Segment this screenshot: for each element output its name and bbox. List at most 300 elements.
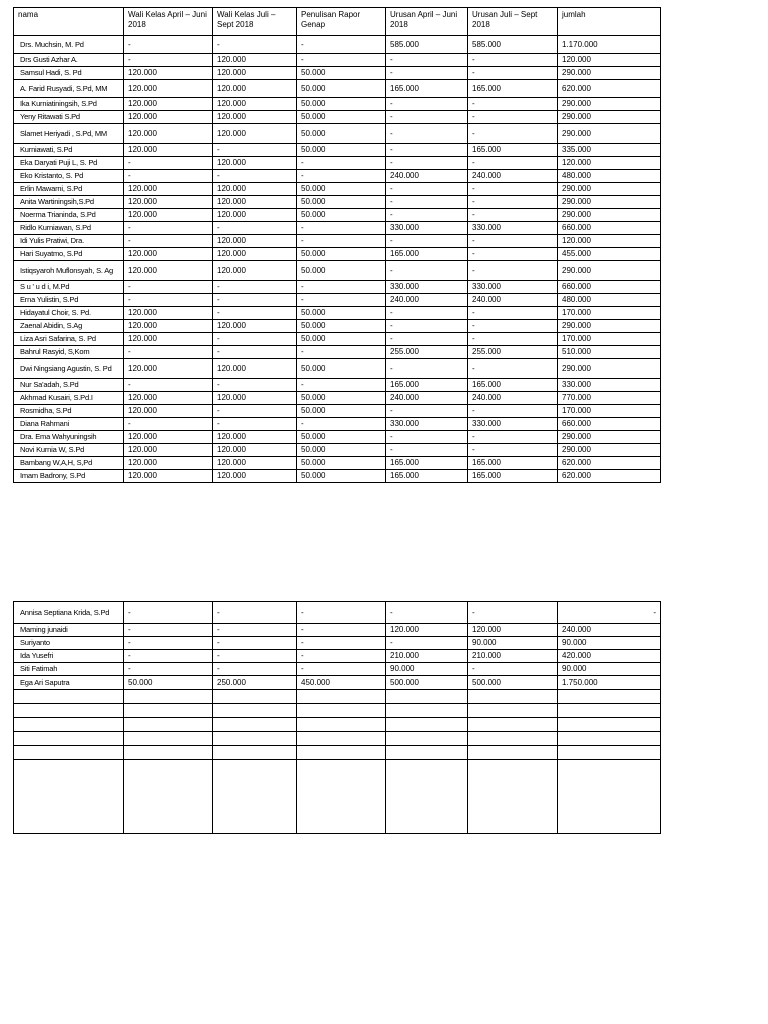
cell-wali-april-juni: 120.000	[124, 144, 213, 157]
table-row	[14, 650, 661, 663]
cell-penulisan-rapor: -	[297, 637, 386, 650]
cell-name: Idi Yulis Pratiwi, Dra.	[14, 235, 124, 248]
cell-wali-april-juni: -	[124, 637, 213, 650]
cell-urusan-juli-sept: -	[468, 111, 558, 124]
cell-urusan-juli-sept: -	[468, 307, 558, 320]
cell-wali-juli-sept: 120.000	[213, 320, 297, 333]
table-row	[14, 196, 661, 209]
cell-urusan-juli-sept: -	[468, 54, 558, 67]
cell-wali-juli-sept: 120.000	[213, 470, 297, 483]
cell-urusan-april-juni: -	[386, 54, 468, 67]
cell-wali-april-juni: -	[124, 281, 213, 294]
cell-wali-juli-sept: -	[213, 379, 297, 392]
cell-name: Eko Kristanto, S. Pd	[14, 170, 124, 183]
table-row	[14, 261, 661, 281]
table-row	[14, 144, 661, 157]
cell-urusan-april-juni: -	[386, 235, 468, 248]
empty-cell	[124, 718, 213, 732]
cell-name: Imam Badrony, S.Pd	[14, 470, 124, 483]
cell-urusan-april-juni: 240.000	[386, 170, 468, 183]
header-col-wali-juli-sept: Wali Kelas Juli – Sept 2018	[213, 8, 297, 36]
empty-cell	[213, 732, 297, 746]
cell-urusan-april-juni: -	[386, 98, 468, 111]
empty-cell	[558, 718, 661, 732]
table-row	[14, 418, 661, 431]
cell-jumlah: 290.000	[558, 196, 661, 209]
cell-urusan-juli-sept: -	[468, 359, 558, 379]
table-row	[14, 170, 661, 183]
cell-penulisan-rapor: 50.000	[297, 124, 386, 144]
cell-urusan-juli-sept: -	[468, 602, 558, 624]
cell-urusan-april-juni: -	[386, 111, 468, 124]
empty-cell	[124, 704, 213, 718]
empty-cell	[14, 690, 124, 704]
cell-penulisan-rapor: 50.000	[297, 144, 386, 157]
table-row	[14, 470, 661, 483]
cell-urusan-april-juni: -	[386, 124, 468, 144]
cell-urusan-juli-sept: 330.000	[468, 281, 558, 294]
cell-jumlah: 1.170.000	[558, 36, 661, 54]
cell-wali-april-juni: -	[124, 663, 213, 676]
cell-jumlah: 290.000	[558, 98, 661, 111]
cell-penulisan-rapor: 50.000	[297, 261, 386, 281]
cell-name: Erlin Mawarni, S.Pd	[14, 183, 124, 196]
cell-penulisan-rapor: 50.000	[297, 470, 386, 483]
header-col-penulisan-rapor: Penulisan Rapor Genap	[297, 8, 386, 36]
empty-cell	[386, 704, 468, 718]
table-row	[14, 392, 661, 405]
empty-cell	[386, 732, 468, 746]
cell-jumlah: 335.000	[558, 144, 661, 157]
cell-jumlah: 1.750.000	[558, 676, 661, 690]
cell-penulisan-rapor: 50.000	[297, 80, 386, 98]
empty-row	[14, 746, 661, 760]
table-row	[14, 346, 661, 359]
cell-name: Suriyanto	[14, 637, 124, 650]
table-row	[14, 624, 661, 637]
header-col-urusan-juli-sept: Urusan Juli – Sept 2018	[468, 8, 558, 36]
cell-urusan-juli-sept: -	[468, 431, 558, 444]
cell-wali-juli-sept: 120.000	[213, 248, 297, 261]
cell-wali-juli-sept: -	[213, 170, 297, 183]
cell-name: Kurniawati, S.Pd	[14, 144, 124, 157]
cell-wali-juli-sept: 120.000	[213, 183, 297, 196]
empty-row	[14, 718, 661, 732]
cell-wali-juli-sept: -	[213, 222, 297, 235]
cell-wali-april-juni: 120.000	[124, 405, 213, 418]
cell-urusan-april-juni: -	[386, 444, 468, 457]
cell-jumlah: 660.000	[558, 222, 661, 235]
cell-penulisan-rapor: -	[297, 294, 386, 307]
cell-urusan-april-juni: 165.000	[386, 379, 468, 392]
cell-urusan-april-juni: 240.000	[386, 392, 468, 405]
empty-cell	[468, 704, 558, 718]
cell-jumlah: 290.000	[558, 183, 661, 196]
cell-jumlah: 455.000	[558, 248, 661, 261]
cell-name: Drs. Muchsin, M. Pd	[14, 36, 124, 54]
cell-wali-juli-sept: -	[213, 333, 297, 346]
cell-jumlah: 170.000	[558, 333, 661, 346]
empty-cell	[14, 746, 124, 760]
cell-penulisan-rapor: 50.000	[297, 333, 386, 346]
cell-wali-juli-sept: 120.000	[213, 111, 297, 124]
cell-jumlah: 290.000	[558, 359, 661, 379]
cell-urusan-april-juni: 330.000	[386, 281, 468, 294]
cell-urusan-juli-sept: -	[468, 98, 558, 111]
table-row	[14, 183, 661, 196]
empty-cell	[297, 746, 386, 760]
cell-name: Anita Wartiningsih,S.Pd	[14, 196, 124, 209]
cell-penulisan-rapor: -	[297, 602, 386, 624]
cell-jumlah: 620.000	[558, 80, 661, 98]
cell-penulisan-rapor: -	[297, 170, 386, 183]
cell-jumlah: 770.000	[558, 392, 661, 405]
table-row	[14, 637, 661, 650]
cell-name: Samsul Hadi, S. Pd	[14, 67, 124, 80]
cell-wali-april-juni: -	[124, 650, 213, 663]
cell-name: Bahrul Rasyid, S,Kom	[14, 346, 124, 359]
cell-urusan-juli-sept: -	[468, 261, 558, 281]
cell-jumlah: 290.000	[558, 124, 661, 144]
cell-jumlah: 240.000	[558, 624, 661, 637]
cell-wali-april-juni: -	[124, 346, 213, 359]
cell-name: Diana Rahmani	[14, 418, 124, 431]
empty-cell	[468, 746, 558, 760]
cell-wali-april-juni: 120.000	[124, 457, 213, 470]
empty-cell	[558, 690, 661, 704]
table-row	[14, 333, 661, 346]
empty-cell	[213, 690, 297, 704]
table-row	[14, 248, 661, 261]
cell-wali-juli-sept: 120.000	[213, 457, 297, 470]
cell-urusan-april-juni: 210.000	[386, 650, 468, 663]
cell-jumlah: 510.000	[558, 346, 661, 359]
cell-penulisan-rapor: -	[297, 222, 386, 235]
cell-urusan-juli-sept: 240.000	[468, 294, 558, 307]
cell-wali-april-juni: 120.000	[124, 359, 213, 379]
cell-wali-juli-sept: 120.000	[213, 235, 297, 248]
cell-urusan-april-juni: -	[386, 431, 468, 444]
cell-penulisan-rapor: -	[297, 418, 386, 431]
cell-wali-april-juni: 120.000	[124, 196, 213, 209]
cell-urusan-juli-sept: 240.000	[468, 170, 558, 183]
empty-cell	[468, 732, 558, 746]
cell-jumlah: 660.000	[558, 281, 661, 294]
cell-wali-april-juni: -	[124, 36, 213, 54]
cell-penulisan-rapor: 50.000	[297, 444, 386, 457]
cell-urusan-april-juni: 165.000	[386, 248, 468, 261]
cell-penulisan-rapor: -	[297, 235, 386, 248]
cell-urusan-juli-sept: 210.000	[468, 650, 558, 663]
cell-wali-juli-sept: 120.000	[213, 209, 297, 222]
cell-wali-juli-sept: 120.000	[213, 80, 297, 98]
cell-wali-juli-sept: -	[213, 624, 297, 637]
empty-row	[14, 690, 661, 704]
cell-wali-april-juni: 120.000	[124, 111, 213, 124]
table-row	[14, 444, 661, 457]
cell-jumlah: 120.000	[558, 235, 661, 248]
cell-urusan-juli-sept: -	[468, 333, 558, 346]
cell-wali-juli-sept: -	[213, 307, 297, 320]
cell-urusan-juli-sept: -	[468, 209, 558, 222]
cell-name: Dra. Ema Wahyuningsih	[14, 431, 124, 444]
empty-cell	[468, 718, 558, 732]
table-row	[14, 379, 661, 392]
cell-jumlah: 480.000	[558, 170, 661, 183]
table-row	[14, 663, 661, 676]
table-row	[14, 209, 661, 222]
cell-jumlah: 290.000	[558, 444, 661, 457]
empty-cell	[124, 690, 213, 704]
empty-cell	[297, 718, 386, 732]
cell-urusan-juli-sept: 330.000	[468, 418, 558, 431]
cell-urusan-april-juni: 165.000	[386, 470, 468, 483]
cell-urusan-juli-sept: -	[468, 183, 558, 196]
cell-jumlah: 170.000	[558, 307, 661, 320]
cell-wali-april-juni: 120.000	[124, 261, 213, 281]
table-row	[14, 307, 661, 320]
empty-cell	[386, 760, 468, 834]
cell-wali-juli-sept: -	[213, 650, 297, 663]
cell-urusan-juli-sept: -	[468, 663, 558, 676]
table-row	[14, 281, 661, 294]
cell-name: Istiqsyaroh Muflonsyah, S. Ag	[14, 261, 124, 281]
table-row	[14, 36, 661, 54]
cell-wali-juli-sept: 120.000	[213, 359, 297, 379]
cell-urusan-juli-sept: 165.000	[468, 144, 558, 157]
header-col-urusan-april-juni: Urusan April – Juni 2018	[386, 8, 468, 36]
empty-cell	[297, 760, 386, 834]
table-row	[14, 54, 661, 67]
cell-name: Yeny Ritawati S.Pd	[14, 111, 124, 124]
cell-urusan-juli-sept: -	[468, 444, 558, 457]
empty-cell	[386, 746, 468, 760]
cell-urusan-april-juni: 330.000	[386, 418, 468, 431]
table-row	[14, 405, 661, 418]
cell-name: Bambang W,A,H, S,Pd	[14, 457, 124, 470]
cell-penulisan-rapor: 50.000	[297, 359, 386, 379]
cell-penulisan-rapor: -	[297, 36, 386, 54]
cell-urusan-april-juni: 165.000	[386, 457, 468, 470]
cell-jumlah: 290.000	[558, 67, 661, 80]
empty-cell	[297, 704, 386, 718]
cell-urusan-april-juni: 255.000	[386, 346, 468, 359]
cell-urusan-juli-sept: 90.000	[468, 637, 558, 650]
table-row	[14, 111, 661, 124]
cell-urusan-april-juni: -	[386, 405, 468, 418]
cell-wali-april-juni: 120.000	[124, 392, 213, 405]
cell-wali-juli-sept: 120.000	[213, 392, 297, 405]
cell-jumlah: 290.000	[558, 111, 661, 124]
cell-wali-april-juni: 50.000	[124, 676, 213, 690]
cell-urusan-april-juni: -	[386, 67, 468, 80]
table-row	[14, 124, 661, 144]
cell-name: Ridlo Kurniawan, S.Pd	[14, 222, 124, 235]
cell-wali-juli-sept: -	[213, 294, 297, 307]
table-row	[14, 359, 661, 379]
cell-wali-juli-sept: -	[213, 346, 297, 359]
empty-cell	[213, 704, 297, 718]
cell-jumlah: 290.000	[558, 431, 661, 444]
cell-penulisan-rapor: 50.000	[297, 392, 386, 405]
table-row	[14, 235, 661, 248]
cell-name: Maming junaidi	[14, 624, 124, 637]
empty-cell	[468, 690, 558, 704]
cell-wali-april-juni: -	[124, 235, 213, 248]
cell-wali-juli-sept: 120.000	[213, 261, 297, 281]
cell-penulisan-rapor: -	[297, 624, 386, 637]
cell-wali-april-juni: -	[124, 294, 213, 307]
cell-urusan-juli-sept: 585.000	[468, 36, 558, 54]
cell-urusan-april-juni: -	[386, 183, 468, 196]
cell-urusan-april-juni: -	[386, 359, 468, 379]
cell-penulisan-rapor: 50.000	[297, 209, 386, 222]
empty-cell	[386, 690, 468, 704]
table-row	[14, 457, 661, 470]
cell-penulisan-rapor: -	[297, 281, 386, 294]
empty-cell	[558, 732, 661, 746]
cell-urusan-april-juni: 330.000	[386, 222, 468, 235]
cell-wali-april-juni: 120.000	[124, 124, 213, 144]
cell-penulisan-rapor: 50.000	[297, 248, 386, 261]
cell-name: Akhmad Kusairi, S.Pd.I	[14, 392, 124, 405]
table-row	[14, 294, 661, 307]
cell-wali-april-juni: -	[124, 157, 213, 170]
cell-penulisan-rapor: -	[297, 663, 386, 676]
cell-name: Liza Asri Safarina, S. Pd	[14, 333, 124, 346]
cell-penulisan-rapor: 50.000	[297, 431, 386, 444]
cell-wali-april-juni: 120.000	[124, 320, 213, 333]
cell-urusan-april-juni: 585.000	[386, 36, 468, 54]
cell-wali-april-juni: -	[124, 222, 213, 235]
cell-wali-april-juni: 120.000	[124, 431, 213, 444]
cell-urusan-juli-sept: -	[468, 124, 558, 144]
cell-jumlah: 330.000	[558, 379, 661, 392]
cell-urusan-juli-sept: 240.000	[468, 392, 558, 405]
cell-wali-april-juni: 120.000	[124, 333, 213, 346]
empty-cell	[558, 746, 661, 760]
cell-jumlah: 480.000	[558, 294, 661, 307]
cell-urusan-juli-sept: -	[468, 405, 558, 418]
cell-urusan-april-juni: -	[386, 320, 468, 333]
cell-jumlah: 90.000	[558, 637, 661, 650]
cell-urusan-juli-sept: -	[468, 320, 558, 333]
cell-penulisan-rapor: 50.000	[297, 405, 386, 418]
cell-urusan-juli-sept: -	[468, 248, 558, 261]
empty-cell	[213, 760, 297, 834]
cell-wali-juli-sept: 120.000	[213, 444, 297, 457]
cell-wali-april-juni: 120.000	[124, 470, 213, 483]
cell-urusan-juli-sept: 330.000	[468, 222, 558, 235]
cell-wali-juli-sept: 120.000	[213, 157, 297, 170]
cell-urusan-april-juni: -	[386, 637, 468, 650]
cell-name: Slamet Heriyadi , S.Pd, MM	[14, 124, 124, 144]
cell-wali-juli-sept: 120.000	[213, 54, 297, 67]
cell-urusan-juli-sept: 165.000	[468, 80, 558, 98]
cell-wali-april-juni: -	[124, 170, 213, 183]
cell-wali-juli-sept: 120.000	[213, 431, 297, 444]
empty-row	[14, 704, 661, 718]
table-row	[14, 157, 661, 170]
cell-wali-juli-sept: -	[213, 663, 297, 676]
empty-cell	[14, 732, 124, 746]
cell-penulisan-rapor: 50.000	[297, 457, 386, 470]
cell-wali-april-juni: 120.000	[124, 248, 213, 261]
cell-name: A. Farid Rusyadi, S.Pd, MM	[14, 80, 124, 98]
cell-name: Annisa Septiana Krida, S.Pd	[14, 602, 124, 624]
cell-urusan-juli-sept: 500.000	[468, 676, 558, 690]
table-row	[14, 80, 661, 98]
cell-wali-juli-sept: -	[213, 637, 297, 650]
table-row	[14, 431, 661, 444]
header-col-wali-april-juni: Wali Kelas April – Juni 2018	[124, 8, 213, 36]
empty-cell	[213, 746, 297, 760]
table-row	[14, 320, 661, 333]
cell-urusan-april-juni: 90.000	[386, 663, 468, 676]
empty-cell	[124, 760, 213, 834]
cell-wali-juli-sept: -	[213, 405, 297, 418]
empty-cell	[124, 746, 213, 760]
empty-row	[14, 760, 661, 834]
empty-cell	[558, 760, 661, 834]
cell-name: S u ' u d i, M.Pd	[14, 281, 124, 294]
cell-penulisan-rapor: -	[297, 346, 386, 359]
cell-urusan-april-juni: -	[386, 157, 468, 170]
cell-wali-juli-sept: -	[213, 418, 297, 431]
cell-wali-juli-sept: -	[213, 144, 297, 157]
cell-urusan-april-juni: -	[386, 307, 468, 320]
cell-wali-juli-sept: 120.000	[213, 124, 297, 144]
cell-name: Novi Kurnia W, S.Pd	[14, 444, 124, 457]
header-col-jumlah: jumlah	[558, 8, 661, 36]
cell-penulisan-rapor: 50.000	[297, 196, 386, 209]
cell-wali-april-juni: 120.000	[124, 209, 213, 222]
cell-name: Siti Fatimah	[14, 663, 124, 676]
cell-urusan-april-juni: 500.000	[386, 676, 468, 690]
cell-wali-april-juni: 120.000	[124, 444, 213, 457]
empty-cell	[213, 718, 297, 732]
cell-urusan-juli-sept: 165.000	[468, 457, 558, 470]
cell-urusan-juli-sept: -	[468, 235, 558, 248]
empty-cell	[386, 718, 468, 732]
cell-urusan-april-juni: -	[386, 333, 468, 346]
empty-cell	[14, 718, 124, 732]
cell-wali-april-juni: 120.000	[124, 307, 213, 320]
cell-jumlah: 290.000	[558, 320, 661, 333]
cell-wali-april-juni: 120.000	[124, 98, 213, 111]
cell-name: Ika Kurniatiningsih, S.Pd	[14, 98, 124, 111]
cell-urusan-juli-sept: 165.000	[468, 470, 558, 483]
cell-penulisan-rapor: -	[297, 157, 386, 170]
cell-name: Nur Sa'adah, S.Pd	[14, 379, 124, 392]
cell-penulisan-rapor: 50.000	[297, 98, 386, 111]
cell-urusan-juli-sept: 120.000	[468, 624, 558, 637]
cell-penulisan-rapor: 50.000	[297, 307, 386, 320]
honorarium-table-main	[13, 7, 661, 483]
table-row	[14, 67, 661, 80]
empty-row	[14, 732, 661, 746]
cell-penulisan-rapor: 50.000	[297, 67, 386, 80]
cell-wali-april-juni: 120.000	[124, 80, 213, 98]
empty-cell	[558, 704, 661, 718]
cell-wali-juli-sept: 120.000	[213, 196, 297, 209]
cell-urusan-juli-sept: 165.000	[468, 379, 558, 392]
cell-wali-april-juni: -	[124, 602, 213, 624]
cell-penulisan-rapor: 50.000	[297, 111, 386, 124]
cell-name: Erna Yulistin, S.Pd	[14, 294, 124, 307]
cell-wali-juli-sept: -	[213, 36, 297, 54]
cell-urusan-april-juni: -	[386, 261, 468, 281]
